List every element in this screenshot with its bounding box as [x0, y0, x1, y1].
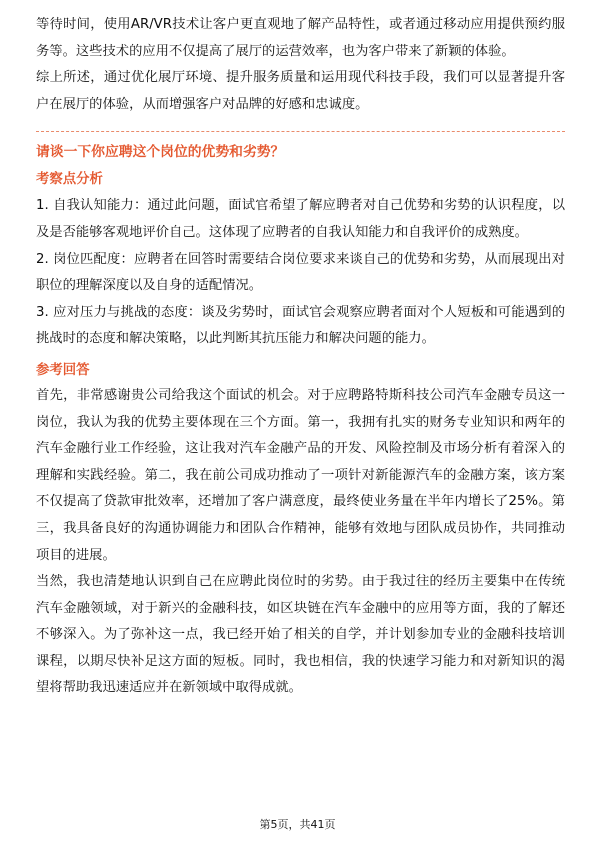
answer-paragraph: 当然，我也清楚地认识到自己在应聘此岗位时的劣势。由于我过往的经历主要集中在传统汽车金融领域，对于新兴的金融科技，如区块链在汽车金融中的应用等方面，我的了解还不够深入。为了弥补这一点，我已经开始了相关的自学，并计划参加专业的金融科技培训课程，以期尽快补足这方面的短板。同时，我也相信，我的快速学习能力和对新知识的渴望将帮助我迅速适应并在新领域中取得成就。	[36, 574, 565, 696]
body-paragraph: 综上所述，通过优化展厅环境、提升服务质量和运用现代科技手段，我们可以显著提升客户在展厅的体验，从而增强客户对品牌的好感和忠诚度。	[36, 70, 565, 112]
analysis-item: 3. 应对压力与挑战的态度：谈及劣势时，面试官会观察应聘者面对个人短板和可能遇到的挑战时的态度和解决策略，以此判断其抗压能力和解决问题的能力。	[36, 304, 565, 347]
answer-heading: 参考回答	[36, 362, 90, 378]
body-paragraph: 等待时间，使用AR/VR技术让客户更直观地了解产品特性，或者通过移动应用提供预约服务等。这些技术的应用不仅提高了展厅的运营效率，也为客户带来了新颖的体验。	[36, 17, 565, 59]
analysis-item: 2. 岗位匹配度：应聘者在回答时需要结合岗位要求来谈自己的优势和劣势，从而展现出对职位的理解深度以及自身的适配情况。	[36, 251, 565, 294]
page-content	[36, 12, 565, 702]
answer-paragraph: 首先，非常感谢贵公司给我这个面试的机会。对于应聘路特斯科技公司汽车金融专员这一岗位，我认为我的优势主要体现在三个方面。第一，我拥有扎实的财务专业知识和两年的汽车金融行业工作经验，这让我对汽车金融产品的开发、风险控制及市场分析有着深入的理解和实践经验。第二，我在前公司成功推动了一项针对新能源汽车的金融方案，该方案不仅提高了贷款审批效率，还增加了客户满意度，最终使业务量在半年内增长了25%。第三，我具备良好的沟通协调能力和团队合作精神，能够有效地与团队成员协作，共同推动项目的进展。	[36, 387, 565, 563]
question-heading: 请谈一下你应聘这个岗位的优势和劣势？	[36, 144, 285, 161]
section-divider	[36, 131, 565, 132]
analysis-heading: 考察点分析	[36, 172, 103, 188]
page-number: 第5页，共41页	[259, 818, 336, 831]
analysis-item: 1. 自我认知能力：通过此问题，面试官希望了解应聘者对自己优势和劣势的认识程度，以及是否能够客观地评价自己。这体现了应聘者的自我认知能力和自我评价的成熟度。	[36, 198, 565, 240]
